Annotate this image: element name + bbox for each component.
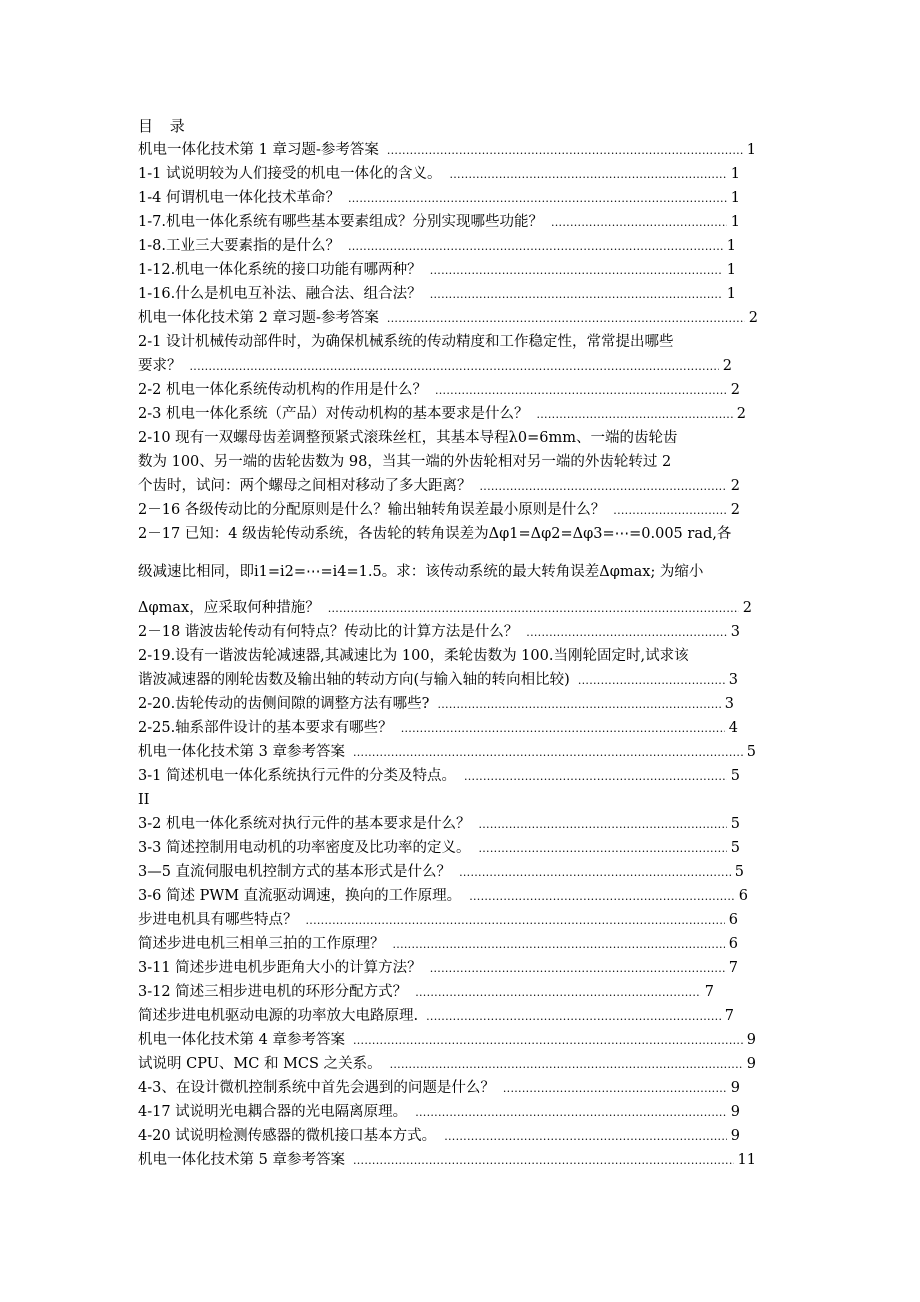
dot-leader (353, 743, 743, 763)
toc-entry[interactable] (138, 646, 689, 666)
toc-entry-text: 简述步进电机驱动电源的功率放大电路原理. (138, 1008, 419, 1024)
dot-leader (464, 767, 727, 787)
toc-entry[interactable] (138, 212, 740, 233)
dot-leader (348, 237, 723, 257)
toc-entry[interactable] (138, 694, 734, 715)
toc-entry-text: 机电一体化技术第 3 章参考答案 (138, 744, 345, 760)
toc-page-number: 6 (738, 888, 748, 904)
dot-leader (306, 911, 725, 931)
dot-leader (478, 815, 726, 835)
toc-page-number: 2 (742, 600, 752, 616)
toc-entry[interactable] (138, 380, 740, 401)
dot-leader (444, 1127, 727, 1147)
toc-page-number: 9 (746, 1056, 756, 1072)
toc-page-number: 1 (730, 214, 740, 230)
toc-page-number: 6 (728, 912, 738, 928)
toc-entry-text: 1-4 何谓机电一体化技术革命？ (138, 190, 340, 206)
toc-page-number: 1 (726, 286, 736, 302)
toc-entry[interactable] (138, 1150, 756, 1171)
toc-page-number: 3 (730, 624, 740, 640)
toc-entry-text: 1-12.机电一体化系统的接口功能有哪两种？ (138, 262, 422, 278)
toc-page-number: 1 (730, 166, 740, 182)
toc-entry-text: 机电一体化技术第 1 章习题-参考答案 (138, 142, 379, 158)
toc-page-number: 1 (726, 238, 736, 254)
dot-leader (480, 477, 727, 497)
dot-leader (415, 983, 701, 1003)
dot-leader (387, 309, 745, 329)
dot-leader (430, 959, 725, 979)
toc-entry-text: 2－17 已知：4 级齿轮传动系统，各齿轮的转角误差为Δφ1=Δφ2=Δφ3=⋯=0.005 rad,各 (138, 526, 732, 542)
dot-leader (478, 839, 726, 859)
toc-entry[interactable] (138, 1078, 740, 1099)
toc-entry[interactable] (138, 982, 714, 1003)
toc-page-number: 3 (724, 696, 734, 712)
toc-entry-text: 1-16.什么是机电互补法、融合法、组合法？ (138, 286, 422, 302)
toc-entry[interactable] (138, 332, 673, 352)
toc-page-number: 5 (730, 816, 740, 832)
toc-entry[interactable] (138, 140, 756, 161)
toc-entry-text: 2-3 机电一体化系统（产品）对传动机构的基本要求是什么？ (138, 406, 529, 422)
toc-entry-text: 试说明 CPU、MC 和 MCS 之关系。 (138, 1056, 382, 1072)
dot-leader (348, 189, 727, 209)
toc-page-number: 2 (730, 478, 740, 494)
toc-entry[interactable] (138, 670, 738, 691)
toc-entry-text: 1-8.工业三大要素指的是什么？ (138, 238, 340, 254)
dot-leader (401, 719, 725, 739)
dot-leader (578, 671, 725, 691)
dot-leader (390, 1055, 743, 1075)
toc-page-number: 1 (746, 142, 756, 158)
toc-entry-text: Δφmax，应采取何种措施？ (138, 600, 320, 616)
toc-entry[interactable] (138, 404, 746, 425)
dot-leader (353, 1151, 734, 1171)
toc-entry-text: II (138, 792, 150, 808)
dot-leader (459, 863, 731, 883)
toc-entry[interactable] (138, 308, 758, 329)
toc-entry[interactable] (138, 1006, 734, 1027)
dot-leader (435, 381, 727, 401)
toc-entry[interactable] (138, 598, 752, 619)
toc-entry-text: 2-2 机电一体化系统传动机构的作用是什么？ (138, 382, 427, 398)
toc-entry[interactable] (138, 188, 740, 209)
toc-page-number: 5 (746, 744, 756, 760)
dot-leader (353, 1031, 743, 1051)
toc-entry[interactable] (138, 1030, 756, 1051)
toc-entry-text: 2-25.轴系部件设计的基本要求有哪些？ (138, 720, 393, 736)
toc-entry[interactable] (138, 790, 149, 810)
dot-leader (536, 405, 732, 425)
toc-entry-text: 谐波减速器的刚轮齿数及输出轴的转动方向(与输入轴的转向相比较) (138, 672, 570, 688)
toc-entry-text: 数为 100、另一端的齿轮齿数为 98，当其一端的外齿轮相对另一端的外齿轮转过 2 (138, 454, 672, 470)
toc-entry[interactable] (138, 562, 703, 582)
toc-page-number: 5 (730, 768, 740, 784)
toc-entry[interactable] (138, 236, 736, 257)
toc-page-number: 9 (730, 1080, 740, 1096)
toc-entry[interactable] (138, 718, 738, 739)
toc-page-number: 7 (704, 984, 714, 1000)
toc-entry[interactable] (138, 766, 740, 787)
toc-entry-text: 3-2 机电一体化系统对执行元件的基本要求是什么？ (138, 816, 471, 832)
toc-entry[interactable] (138, 814, 740, 835)
toc-page-number: 2 (730, 502, 740, 518)
dot-leader (437, 695, 720, 715)
toc-entry-text: 2－16 各级传动比的分配原则是什么？输出轴转角误差最小原则是什么？ (138, 502, 606, 518)
toc-entry-text: 机电一体化技术第 2 章习题-参考答案 (138, 310, 379, 326)
dot-leader (449, 165, 726, 185)
toc-entry[interactable] (138, 1054, 756, 1075)
toc-entry-text: 2-10 现有一双螺母齿差调整预紧式滚珠丝杠，其基本导程λ0=6mm、一端的齿轮齿 (138, 430, 678, 446)
toc-entry-text: 2-20.齿轮传动的齿侧间隙的调整方法有哪些? (138, 696, 430, 712)
toc-entry[interactable] (138, 476, 740, 497)
toc-entry-text: 4-3、在设计微机控制系统中首先会遇到的问题是什么？ (138, 1080, 495, 1096)
dot-leader (393, 935, 725, 955)
toc-entry-text: 4-20 试说明检测传感器的微机接口基本方式。 (138, 1128, 437, 1144)
toc-entry-text: 2－18 谐波齿轮传动有何特点？传动比的计算方法是什么？ (138, 624, 519, 640)
dot-leader (526, 623, 726, 643)
toc-entry-text: 3—5 直流伺服电机控制方式的基本形式是什么？ (138, 864, 452, 880)
toc-entry[interactable] (138, 164, 740, 185)
toc-entry[interactable] (138, 862, 744, 883)
toc-entry[interactable] (138, 356, 732, 377)
toc-entry-text: 2-19.设有一谐波齿轮减速器,其减速比为 100，柔轮齿数为 100.当刚轮固定时,试求该 (138, 648, 689, 664)
dot-leader (328, 599, 739, 619)
toc-entry-text: 1-7.机电一体化系统有哪些基本要素组成？分别实现哪些功能？ (138, 214, 543, 230)
toc-page-number: 9 (730, 1104, 740, 1120)
toc-entry-text: 级减速比相同，即i1=i2=⋯=i4=1.5。求：该传动系统的最大转角误差Δφmax; 为缩小 (138, 564, 704, 580)
toc-entry[interactable] (138, 958, 738, 979)
dot-leader (469, 887, 735, 907)
toc-entry[interactable] (138, 428, 677, 448)
toc-entry[interactable] (138, 934, 738, 955)
dot-leader (503, 1079, 727, 1099)
toc-page-number: 1 (730, 190, 740, 206)
toc-page-number: 1 (726, 262, 736, 278)
dot-leader (613, 501, 726, 521)
toc-entry[interactable] (138, 452, 671, 472)
toc-page-number: 5 (734, 864, 744, 880)
toc-entry-text: 3-12 简述三相步进电机的环形分配方式？ (138, 984, 408, 1000)
toc-entry[interactable] (138, 838, 740, 859)
toc-entry-text: 3-11 简述步进电机步距角大小的计算方法？ (138, 960, 422, 976)
toc-page-number: 11 (737, 1152, 756, 1168)
dot-leader (430, 285, 723, 305)
dot-leader (430, 261, 723, 281)
toc-entry-text: 机电一体化技术第 5 章参考答案 (138, 1152, 345, 1168)
toc-entry-text: 3-3 简述控制用电动机的功率密度及比功率的定义。 (138, 840, 471, 856)
toc-page-number: 6 (728, 936, 738, 952)
toc-entry[interactable] (138, 1126, 740, 1147)
dot-leader (387, 141, 743, 161)
toc-entry-text: 3-6 简述 PWM 直流驱动调速，换向的工作原理。 (138, 888, 462, 904)
toc-entry-text: 4-17 试说明光电耦合器的光电隔离原理。 (138, 1104, 408, 1120)
toc-page-number: 5 (730, 840, 740, 856)
toc-entry-text: 个齿时，试问：两个螺母之间相对移动了多大距离？ (138, 478, 472, 494)
toc-page-number: 9 (730, 1128, 740, 1144)
toc-title: 目 录 (138, 117, 191, 135)
toc-page-number: 3 (728, 672, 738, 688)
toc-page-number: 2 (722, 358, 732, 374)
toc-entry[interactable] (138, 910, 738, 931)
toc-page-number: 2 (736, 406, 746, 422)
toc-entry-text: 2-1 设计机械传动部件时，为确保机械系统的传动精度和工作稳定性，常常提出哪些 (138, 334, 674, 350)
toc-entry[interactable] (138, 742, 756, 763)
toc-page-number: 9 (746, 1032, 756, 1048)
toc-entry[interactable] (138, 622, 740, 643)
dot-leader (190, 357, 719, 377)
toc-entry[interactable] (138, 886, 748, 907)
toc-entry[interactable] (138, 500, 740, 521)
dot-leader (426, 1007, 721, 1027)
toc-entry[interactable] (138, 1102, 740, 1123)
toc-page-number: 4 (728, 720, 738, 736)
dot-leader (551, 213, 727, 233)
toc-entry-text: 简述步进电机三相单三拍的工作原理？ (138, 936, 385, 952)
toc-entry-text: 要求？ (138, 358, 182, 374)
toc-entry[interactable] (138, 524, 731, 544)
toc-entry-text: 1-1 试说明较为人们接受的机电一体化的含义。 (138, 166, 442, 182)
toc-page-number: 2 (730, 382, 740, 398)
toc-entry[interactable] (138, 260, 736, 281)
toc-page-number: 7 (724, 1008, 734, 1024)
toc-page-number: 7 (728, 960, 738, 976)
toc-entry-text: 3-1 简述机电一体化系统执行元件的分类及特点。 (138, 768, 456, 784)
dot-leader (415, 1103, 727, 1123)
toc-page-number: 2 (748, 310, 758, 326)
toc-entry-text: 步进电机具有哪些特点？ (138, 912, 298, 928)
toc-entry-text: 机电一体化技术第 4 章参考答案 (138, 1032, 345, 1048)
toc-entry[interactable] (138, 284, 736, 305)
